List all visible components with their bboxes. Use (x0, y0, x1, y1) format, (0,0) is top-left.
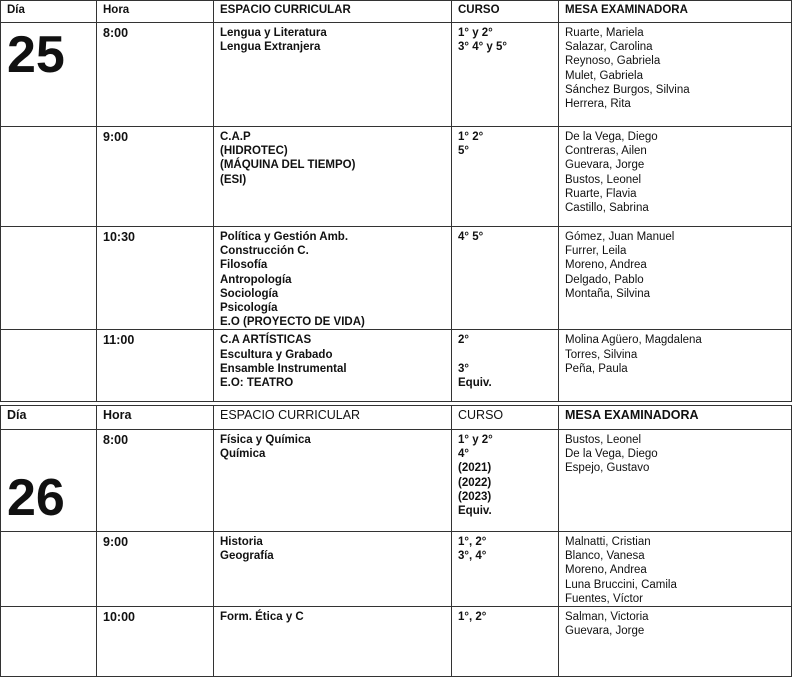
cell-line: 4° (458, 448, 469, 461)
day-number: 25 (7, 26, 65, 84)
cell-line: Física y Química (220, 434, 311, 446)
cell-line: (2021) (458, 462, 492, 475)
mesa-cell (559, 607, 792, 677)
cell-line: Moreno, Andrea (565, 564, 647, 577)
day-number: 26 (7, 469, 65, 527)
cell-line: Sociología (220, 287, 279, 300)
table-header-row (1, 406, 792, 430)
mesa-cell (559, 127, 792, 227)
mesa-cell (559, 430, 792, 532)
table-row (1, 532, 792, 607)
exam-table-day-26 (0, 405, 792, 677)
cell-line: Delgado, Pablo (565, 273, 644, 286)
cell-line: Equiv. (458, 377, 492, 390)
cell-line: (2022) (458, 476, 492, 489)
cell-line: 1°, 2° (458, 611, 487, 624)
cell-line: Blanco, Vanesa (565, 550, 645, 563)
espacio-cell (214, 227, 452, 330)
cell-line: Lengua Extranjera (220, 41, 321, 54)
hora-value: 10:00 (103, 610, 135, 625)
cell-line: Reynoso, Gabriela (565, 55, 661, 68)
cell-line: 3°, 4° (458, 550, 487, 563)
curso-cell (452, 607, 559, 677)
cell-line: 3° (458, 362, 469, 375)
cell-line: Escultura y Grabado (220, 348, 333, 361)
header-curso: CURSO (452, 406, 559, 430)
cell-line: Ruarte, Mariela (565, 27, 644, 39)
cell-line: Contreras, Ailen (565, 145, 647, 158)
hora-value: 9:00 (103, 535, 129, 549)
curso-cell (452, 330, 559, 402)
cell-line: Salazar, Carolina (565, 41, 653, 54)
hora-value: 10:30 (103, 230, 135, 244)
cell-line: Mulet, Gabriela (565, 69, 643, 82)
cell-line: 5° (458, 145, 469, 158)
espacio-cell (214, 330, 452, 402)
cell-line: Montaña, Silvina (565, 287, 651, 300)
cell-line: Form. Ética y C (220, 611, 304, 624)
mesa-cell (559, 330, 792, 402)
hora-value: 8:00 (103, 26, 129, 40)
table-row (1, 607, 792, 677)
header-dia: Día (1, 1, 97, 23)
cell-line: 3° 4° y 5° (458, 41, 507, 54)
cell-line: Ensamble Instrumental (220, 362, 347, 375)
table-row (1, 430, 792, 532)
cell-line: Guevara, Jorge (565, 625, 645, 638)
hora-value: 9:00 (103, 130, 129, 144)
table-row (1, 330, 792, 402)
table-row (1, 23, 792, 127)
header-espacio: ESPACIO CURRICULAR (214, 406, 452, 430)
cell-line: Sánchez Burgos, Silvina (565, 83, 690, 96)
table-row (1, 227, 792, 330)
curso-cell (452, 430, 559, 532)
cell-line: Gómez, Juan Manuel (565, 231, 675, 243)
cell-line: Bustos, Leonel (565, 434, 642, 446)
header-espacio: ESPACIO CURRICULAR (214, 1, 452, 23)
cell-line: Salman, Victoria (565, 611, 649, 624)
cell-line: Historia (220, 536, 263, 548)
espacio-cell (214, 430, 452, 532)
mesa-cell (559, 532, 792, 607)
cell-line: Geografía (220, 550, 274, 563)
cell-line: Antropología (220, 273, 292, 286)
cell-line: 1°, 2° (458, 536, 487, 548)
cell-line: (HIDROTEC) (220, 145, 288, 158)
cell-line: (ESI) (220, 173, 247, 186)
mesa-cell (559, 227, 792, 330)
cell-line: Luna Bruccini, Camila (565, 578, 677, 591)
table-header-row (1, 1, 792, 23)
cell-line: 1° 2° (458, 131, 484, 143)
cell-line: Lengua y Literatura (220, 27, 327, 39)
cell-line: E.O: TEATRO (220, 377, 294, 390)
cell-line: Construcción C. (220, 245, 309, 258)
cell-line: Espejo, Gustavo (565, 462, 650, 475)
curso-cell (452, 23, 559, 127)
mesa-cell (559, 23, 792, 127)
day-cell (1, 23, 97, 127)
cell-line: De la Vega, Diego (565, 131, 658, 143)
curso-cell (452, 532, 559, 607)
cell-line: Psicología (220, 302, 278, 315)
hora-value: 11:00 (103, 333, 135, 348)
day-cell (1, 430, 97, 532)
cell-line: Torres, Silvina (565, 348, 638, 361)
header-hora: Hora (97, 406, 214, 430)
cell-line: C.A.P (220, 131, 251, 143)
cell-line: Química (220, 448, 266, 461)
cell-line: Ruarte, Flavia (565, 187, 637, 200)
cell-line: Política y Gestión Amb. (220, 231, 349, 243)
hora-value: 8:00 (103, 433, 129, 447)
cell-line: Furrer, Leila (565, 245, 627, 258)
cell-line: E.O (PROYECTO DE VIDA) (220, 316, 365, 329)
table-row (1, 127, 792, 227)
cell-line: 1° y 2° (458, 27, 493, 39)
espacio-cell (214, 607, 452, 677)
cell-line: C.A ARTÍSTICAS (220, 334, 312, 347)
cell-line: Bustos, Leonel (565, 173, 642, 186)
header-dia: Día (1, 406, 97, 430)
cell-line: Fuentes, Víctor (565, 592, 643, 605)
cell-line: 4° 5° (458, 231, 484, 243)
header-mesa: MESA EXAMINADORA (559, 406, 792, 430)
cell-line: Equiv. (458, 505, 492, 518)
espacio-cell (214, 23, 452, 127)
cell-line: 1° y 2° (458, 434, 493, 446)
cell-line: Guevara, Jorge (565, 159, 645, 172)
cell-line: Herrera, Rita (565, 98, 631, 111)
header-curso: CURSO (452, 1, 559, 23)
espacio-cell (214, 127, 452, 227)
header-mesa: MESA EXAMINADORA (559, 1, 792, 23)
espacio-cell (214, 532, 452, 607)
cell-line: (MÁQUINA DEL TIEMPO) (220, 159, 356, 172)
cell-line: Molina Agüero, Magdalena (565, 334, 702, 347)
curso-cell (452, 227, 559, 330)
cell-line: De la Vega, Diego (565, 448, 658, 461)
cell-line: Moreno, Andrea (565, 259, 647, 272)
cell-line: 2° (458, 334, 469, 347)
cell-line: Peña, Paula (565, 362, 628, 375)
cell-line: (2023) (458, 490, 492, 503)
cell-line: Malnatti, Cristian (565, 536, 651, 548)
cell-line (458, 348, 558, 362)
cell-line: Filosofía (220, 259, 268, 272)
header-hora: Hora (97, 1, 214, 23)
cell-line: Castillo, Sabrina (565, 202, 649, 215)
curso-cell (452, 127, 559, 227)
